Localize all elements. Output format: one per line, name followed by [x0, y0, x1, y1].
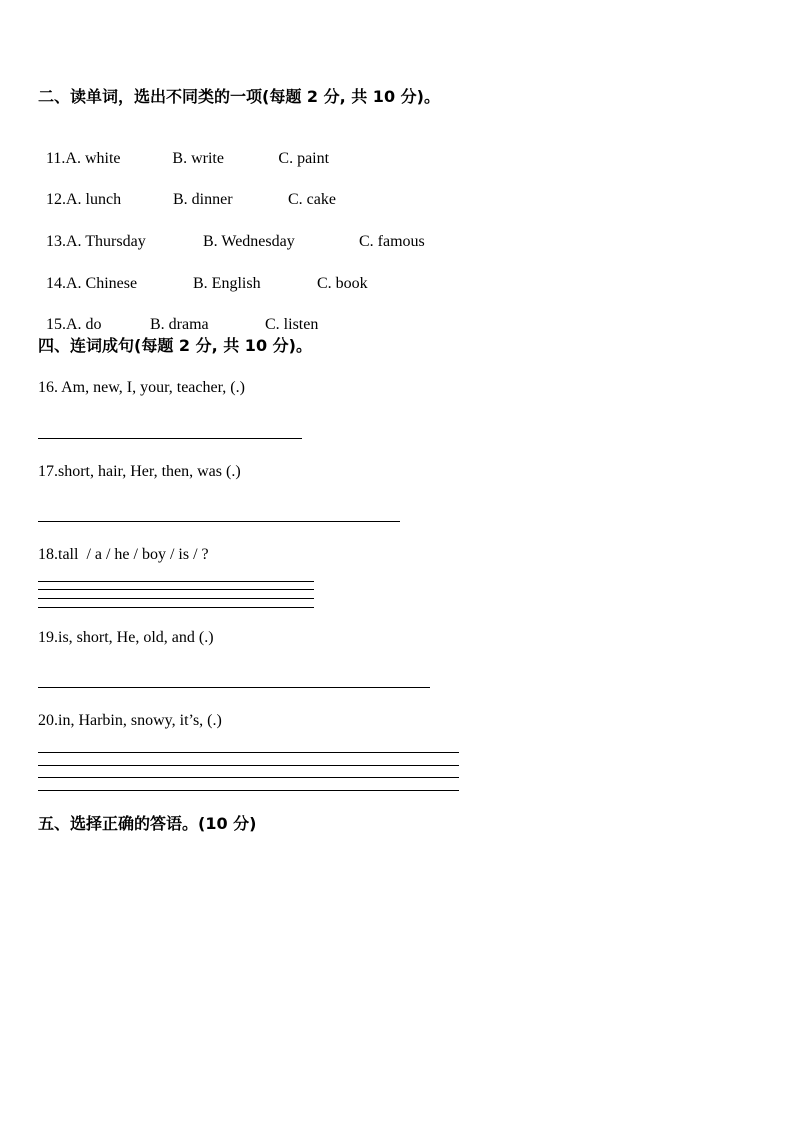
- answer-line: [38, 777, 459, 778]
- answer-line: [38, 607, 314, 608]
- option-c: C. book: [317, 275, 368, 292]
- option-a: A. Chinese: [66, 275, 138, 292]
- question-number: 14.: [46, 275, 66, 292]
- option-c: C. famous: [359, 233, 425, 250]
- question-12: [38, 170, 336, 210]
- option-c: C. paint: [278, 150, 330, 167]
- option-b: B. English: [193, 275, 261, 292]
- question-13: [38, 212, 425, 252]
- answer-line: [38, 438, 302, 439]
- option-b: B. Wednesday: [203, 233, 295, 250]
- option-b: B. dinner: [173, 191, 233, 208]
- question-number: 11.: [46, 150, 66, 167]
- question-number: 13.: [46, 233, 66, 250]
- question-number: 12.: [46, 191, 66, 208]
- option-c: C. listen: [265, 316, 319, 333]
- question-18: 18.tall / a / he / boy / is / ?: [38, 546, 209, 563]
- question-20: 20.in, Harbin, snowy, it’s, (.): [38, 712, 222, 729]
- section-5-title: 五、选择正确的答语。(10 分): [38, 814, 257, 833]
- question-15: [38, 295, 318, 335]
- option-a: A. Thursday: [66, 233, 146, 250]
- option-c: C. cake: [288, 191, 336, 208]
- answer-line: [38, 589, 314, 590]
- question-14: [38, 254, 368, 294]
- answer-line: [38, 521, 400, 522]
- question-17: 17.short, hair, Her, then, was (.): [38, 463, 241, 480]
- answer-line: [38, 598, 314, 599]
- answer-line: [38, 581, 314, 582]
- answer-line: [38, 790, 459, 791]
- question-number: 15.: [46, 316, 66, 333]
- section-2-title: 二、读单词，选出不同类的一项(每题 2 分, 共 10 分)。: [38, 87, 440, 106]
- answer-line: [38, 687, 430, 688]
- section-4-title: 四、连词成句(每题 2 分, 共 10 分)。: [38, 336, 312, 355]
- option-b: B. drama: [150, 316, 209, 333]
- option-a: A. lunch: [66, 191, 122, 208]
- answer-line: [38, 752, 459, 753]
- answer-line: [38, 765, 459, 766]
- option-b: B. write: [172, 150, 224, 167]
- option-a: A. white: [65, 150, 121, 167]
- question-16: 16. Am, new, I, your, teacher, (.): [38, 379, 245, 396]
- option-a: A. do: [66, 316, 102, 333]
- question-11: [38, 129, 329, 169]
- question-19: 19.is, short, He, old, and (.): [38, 629, 214, 646]
